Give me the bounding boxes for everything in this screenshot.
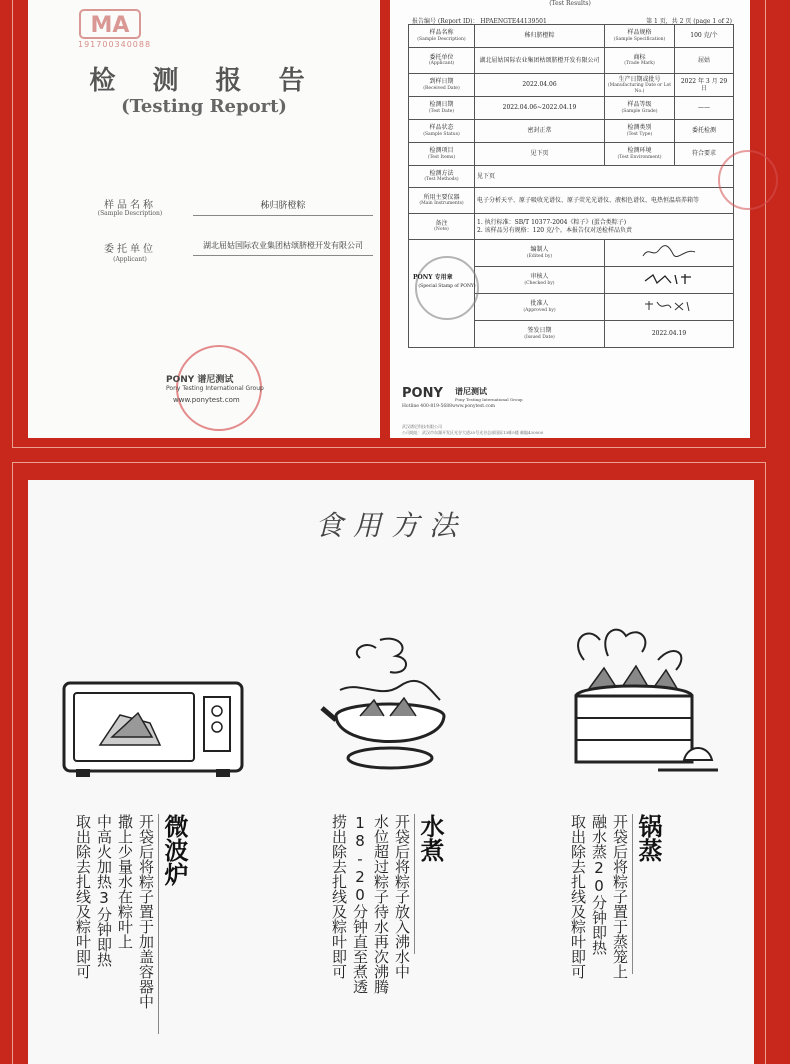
address-block-2 — [618, 380, 718, 434]
usage-section — [28, 480, 754, 1064]
pony-name-en: Pony Testing International Group — [455, 397, 523, 402]
method-instruction-line: 开袋后将粽子置于加盖容器中 — [137, 814, 155, 1009]
sample-label: 样品名称 — [104, 200, 156, 211]
row-label: 检测环境 (Test Environment) — [605, 143, 675, 166]
table-row — [409, 97, 734, 120]
page-number: 第 1 页，共 2 页 (page 1 of 2) — [646, 18, 732, 25]
results-table — [408, 24, 734, 348]
row-value: 2022 年 3 月 29 日 — [675, 74, 734, 97]
row-label: 到样日期 (Received Date) — [409, 74, 475, 97]
report-subtitle: (Testing Report) — [121, 96, 287, 117]
signature-approved — [605, 294, 734, 321]
row-label: 样品规格 (Sample Specification) — [605, 25, 675, 48]
method-instruction-line: 水位超过粽子待水再次沸腾 — [372, 814, 390, 994]
table-row — [409, 25, 734, 48]
ma-number: 191700340088 — [78, 40, 152, 49]
method-instruction-line: 捞出除去扎线及粽叶即可 — [330, 814, 348, 979]
table-row: 审核人 (Checked by) — [409, 267, 734, 294]
method-divider — [632, 814, 633, 974]
pony-logo: PONY — [402, 386, 443, 401]
ma-logo-text: MA — [90, 13, 130, 38]
issued-date: 2022.04.19 — [605, 321, 734, 348]
table-row — [409, 120, 734, 143]
method-instruction-line: 取出除去扎线及粽叶即可 — [74, 814, 92, 979]
edge-red-stamp — [718, 150, 778, 210]
method-instruction-line: 融水蒸20分钟即热 — [590, 814, 608, 955]
pony-name-cn: 谱尼测试 — [455, 386, 487, 396]
row-value: 密封正常 — [475, 120, 605, 143]
row-value: 符合要求 — [675, 143, 734, 166]
method-divider — [158, 814, 159, 1034]
applicant-value: 湖北屈姑国际农业集团枯颂脐橙开发有限公司 — [193, 240, 373, 256]
row-value: —— — [675, 97, 734, 120]
table-row: PONY 专用章 (Special Stamp of PONY) 编制人 (Edited by) — [409, 240, 734, 267]
method-instruction-line: 取出除去扎线及粽叶即可 — [569, 814, 587, 979]
table-row: 检测方法 (Test Methods) 见下页 — [409, 166, 734, 188]
method-instruction-line: 中高火加热3分钟即热 — [95, 814, 113, 967]
note-value: 1. 执行标准：SB/T 10377-2004《粽子》(蛋合类粽子) 2. 该样品另有规格：120 克/个。本报告仅对送检样品负责 — [475, 214, 734, 240]
report-number: 报告编号 (Report ID)： HPAENGTE44139501 — [412, 18, 547, 25]
row-value: 100 克/个 — [675, 25, 734, 48]
row-label: 样品名称 (Sample Description) — [409, 25, 475, 48]
hotline: Hotline 400-819-5688 — [402, 404, 452, 409]
pony-stamp-line1: PONY 谱尼测试 — [166, 375, 234, 385]
instruments-value: 电子分析天平、原子吸收光谱仪、原子荧光光谱仪、液相色谱仪、电热恒温培养箱等 — [475, 188, 734, 214]
method-instruction-line: 18-20分钟直至煮透 — [351, 814, 369, 994]
row-value: 见下页 — [475, 143, 605, 166]
row-value: 秭归脐橙粽 — [475, 25, 605, 48]
row-label: 生产日期或批号 (Manufacturing Date or Lot No.) — [605, 74, 675, 97]
row-value: 2022.04.06 — [475, 74, 605, 97]
method-instruction-line: 撒上少量水在粽叶上 — [116, 814, 134, 949]
method-heading: 锅蒸 — [634, 814, 663, 862]
method-value: 见下页 — [475, 166, 734, 188]
stamp-text-en: (Special Stamp of PONY) — [418, 283, 476, 289]
row-label: 检测类别 (Test Type) — [605, 120, 675, 143]
table-row — [409, 143, 734, 166]
method-divider — [414, 814, 415, 954]
results-label: (Test Results) — [549, 0, 591, 7]
sample-label-en: (Sample Description) — [97, 210, 163, 217]
report-results-page — [390, 0, 750, 438]
method-heading: 微波炉 — [160, 814, 189, 886]
table-row: 签发日期 (Issued Date) 2022.04.19 — [409, 321, 734, 348]
row-value: 屈姑 — [675, 48, 734, 74]
table-row — [409, 48, 734, 74]
signature-edited — [605, 240, 734, 267]
row-label: 样品状态 (Sample Status) — [409, 120, 475, 143]
method-instruction-line: 开袋后将粽子置于蒸笼上 — [611, 814, 629, 979]
website: www.ponytest.com — [452, 404, 495, 409]
sample-value: 秭归脐橙粽 — [193, 198, 373, 216]
microwave-illustration — [60, 675, 250, 780]
method-instruction-line: 开袋后将粽子放入沸水中 — [393, 814, 411, 979]
table-row: 所用主要仪器 (Main Instruments) 电子分析天平、原子吸收光谱仪、原子荧光光谱仪、液相色谱仪、电热恒温培养箱等 — [409, 188, 734, 214]
method-heading: 水煮 — [416, 814, 445, 862]
report-title: 检 测 报 告 — [89, 66, 319, 96]
footer-company: 武汉谱尼科技有限公司 — [402, 424, 442, 429]
row-label: 委托单位 (Applicant) — [409, 48, 475, 74]
report-cover-page — [28, 0, 380, 438]
row-label: 商标 (Trade Mark) — [605, 48, 675, 74]
table-row: 批准人 (Approved by) — [409, 294, 734, 321]
pony-stamp-line3: www.ponytest.com — [173, 396, 240, 404]
table-row — [409, 74, 734, 97]
applicant-label: 委托单位 — [104, 244, 156, 255]
stamp-text: PONY 专用章 — [413, 273, 453, 281]
special-stamp-cell — [409, 240, 475, 348]
row-value: 2022.04.06~2022.04.19 — [475, 97, 605, 120]
row-label: 检测日期 (Test Date) — [409, 97, 475, 120]
steamer-illustration — [548, 620, 718, 785]
table-row: 备注 (Note) 1. 执行标准：SB/T 10377-2004《粽子》(蛋合类粽子) 2. 该样品另有规格：120 克/个。本报告仅对送检样品负责 — [409, 214, 734, 240]
footer-address: 公司地址：武汉市东湖开发区光谷大道35号光谷总部国际13栋5楼 邮编430000 — [402, 430, 544, 435]
row-value: 委托检测 — [675, 120, 734, 143]
address-block-1 — [522, 380, 622, 434]
row-label: 检测项目 (Test Items) — [409, 143, 475, 166]
applicant-label-en: (Applicant) — [113, 256, 147, 263]
usage-title: 食用方法 — [314, 509, 467, 542]
signature-checked — [605, 267, 734, 294]
row-label: 样品等级 (Sample Grade) — [605, 97, 675, 120]
pony-stamp-line2: Pony Testing International Group — [166, 385, 264, 392]
boiling-pot-illustration — [320, 630, 460, 780]
row-value: 湖北屈姑国际农业集团枯颂脐橙开发有限公司 — [475, 48, 605, 74]
